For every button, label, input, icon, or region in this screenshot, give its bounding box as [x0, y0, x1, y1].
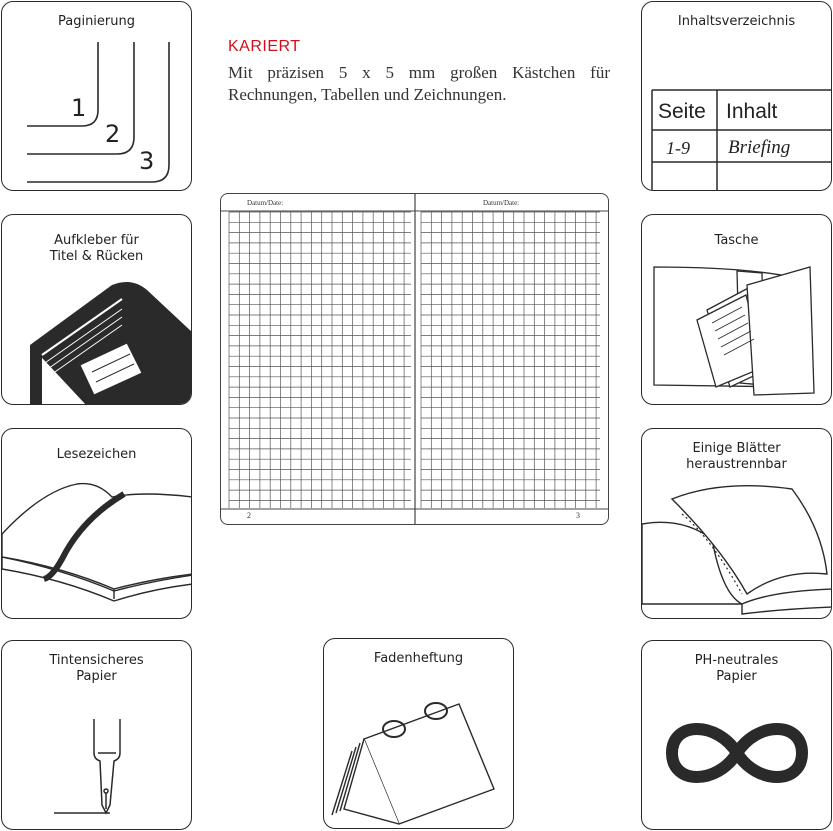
grid-notebook-spread — [220, 193, 609, 525]
feature-card-fadenheftung — [323, 638, 514, 829]
date-label-left: Datum/Date: — [247, 199, 284, 207]
page-number-left: 2 — [247, 511, 251, 520]
feature-card-paginierung — [1, 1, 192, 191]
description — [228, 62, 610, 106]
toc-header-seite: Seite — [658, 100, 706, 123]
page-number-2: 2 — [105, 120, 121, 148]
date-label-right: Datum/Date: — [483, 199, 520, 207]
card-title: Lesezeichen — [56, 447, 137, 462]
page-title: KARIERT — [228, 38, 301, 55]
description-line-2: Rechnungen, Tabellen und Zeichnungen. — [228, 85, 507, 104]
toc-header-inhalt: Inhalt — [726, 100, 778, 123]
page-number-1: 1 — [71, 94, 87, 122]
card-title: Inhaltsverzeichnis — [677, 14, 796, 29]
card-title: Einige Blätter heraustrennbar — [686, 441, 787, 472]
card-title: Fadenheftung — [373, 651, 464, 666]
feature-card-aufkleber — [1, 214, 192, 405]
feature-card-heraustrennbar — [641, 428, 832, 619]
card-title: Aufkleber für Titel & Rücken — [49, 233, 144, 264]
feature-card-lesezeichen — [1, 428, 192, 619]
toc-row-pages: 1-9 — [666, 138, 690, 158]
feature-card-tasche — [641, 214, 832, 405]
card-title: Paginierung — [57, 14, 135, 29]
pagination-icon — [2, 2, 192, 191]
description-line-1: Mit präzisen 5 x 5 mm großen Kästchen für — [228, 63, 610, 82]
table-of-contents-icon — [642, 2, 832, 191]
feature-card-inhaltsverzeichnis — [641, 1, 832, 191]
card-title: Tasche — [714, 233, 759, 248]
feature-card-ph-neutral — [641, 640, 832, 830]
toc-row-content: Briefing — [728, 137, 791, 158]
feature-card-tintensicher — [1, 640, 192, 830]
page-number-right: 3 — [576, 511, 580, 520]
thread-binding-icon — [324, 639, 514, 829]
card-title: Tintensicheres Papier — [49, 653, 144, 684]
card-title: PH-neutrales Papier — [694, 653, 779, 684]
grid-paper-illustration — [221, 194, 608, 524]
page-number-3: 3 — [139, 147, 155, 175]
